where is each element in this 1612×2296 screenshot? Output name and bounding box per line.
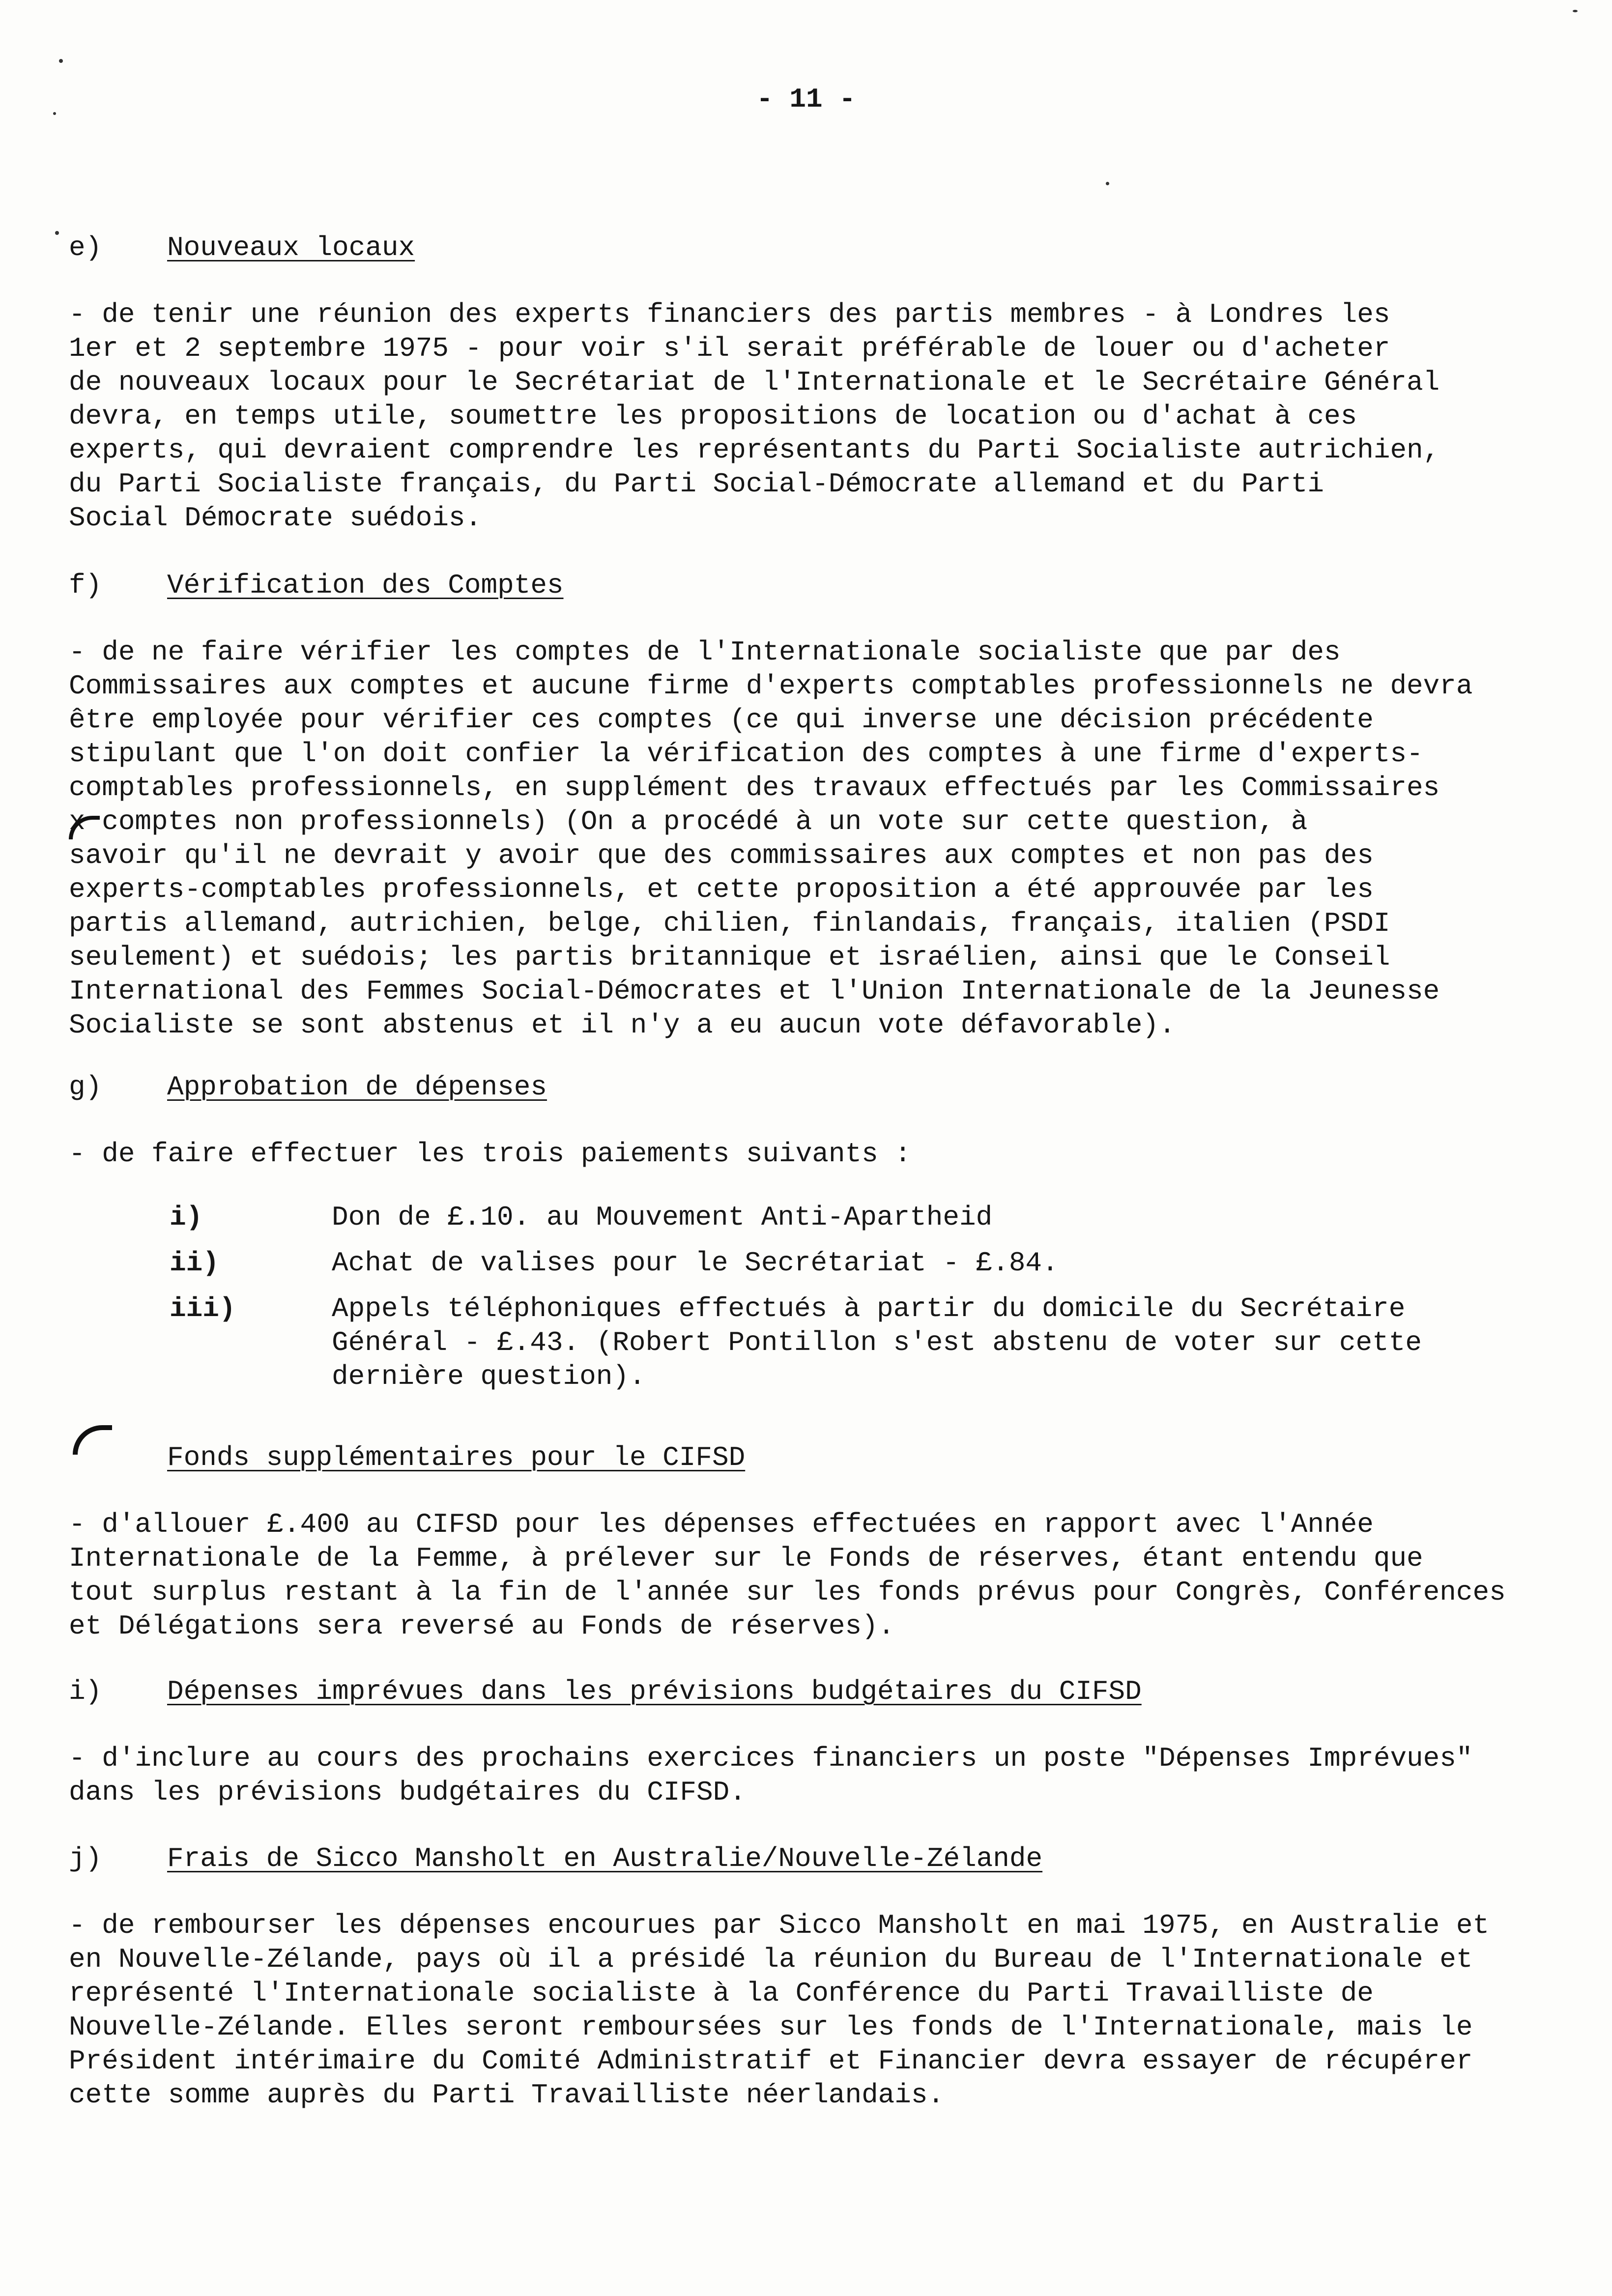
section-body: - d'inclure au cours des prochains exercices financiers un poste "Dépenses Imprévues" dans les prévisions budgétaires du CIFSD. xyxy=(69,1743,1473,1808)
payment-text: Achat de valises pour le Secrétariat - £.84. xyxy=(332,1247,1059,1279)
section-body: - de faire effectuer les trois paiements suivants : xyxy=(69,1138,911,1170)
section-i xyxy=(69,1675,1543,1809)
section-e xyxy=(69,231,1543,535)
section-heading xyxy=(69,1070,1543,1104)
payment-list xyxy=(69,1201,1543,1394)
section-title: Vérification des Comptes xyxy=(167,570,564,601)
section-letter: f) xyxy=(69,570,102,601)
payment-text: Don de £.10. au Mouvement Anti-Apartheid xyxy=(332,1202,993,1233)
section-title: Dépenses imprévues dans les prévisions budgétaires du CIFSD xyxy=(167,1676,1142,1707)
page-number: - 11 - xyxy=(756,84,856,115)
payment-number: i) xyxy=(170,1202,203,1233)
section-heading xyxy=(69,1675,1543,1708)
payment-number: iii) xyxy=(170,1293,236,1324)
scan-speck xyxy=(59,59,63,63)
section-title: Frais de Sicco Mansholt en Australie/Nouvelle-Zélande xyxy=(167,1843,1043,1874)
section-letter: e) xyxy=(69,232,102,263)
payment-item xyxy=(69,1201,1543,1234)
section-h xyxy=(69,1441,1543,1643)
section-j xyxy=(69,1842,1543,2112)
section-heading xyxy=(69,569,1543,602)
section-body: - de ne faire vérifier les comptes de l'Internationale socialiste que par des Commissaires aux comptes et aucune firme d'experts comptables professionnels ne devra être employée pour vérifier ces comptes (ce qui inverse une décision précédente stipulant que l'on doit confier la vérification des comptes à une firme d'experts- comptables professionnels, en supplément des travaux effectués par les Commissaires x comptes non professionnels) (On a procédé à un vote sur cette question, à savoir qu'il ne devrait y avoir que des commissaires aux comptes et non pas des experts-comptables professionnels, et cette proposition a été approuvée par les partis allemand, autrichien, belge, chilien, finlandais, français, italien (PSDI seulement) et suédois; les partis britannique et israélien, ainsi que le Conseil International des Femmes Social-Démocrates et l'Union Internationale de la Jeunesse Socialiste se sont abstenus et il n'y a eu aucun vote défavorable). xyxy=(69,636,1473,1041)
scan-speck xyxy=(1573,10,1578,12)
payment-number: ii) xyxy=(170,1247,219,1279)
payment-text: Appels téléphoniques effectués à partir du domicile du Secrétaire Général - £.43. (Robert Pontillon s'est abstenu de voter sur cette dernière question). xyxy=(332,1293,1422,1392)
section-body: - d'allouer £.400 au CIFSD pour les dépenses effectuées en rapport avec l'Année Internationale de la Femme, à prélever sur le Fonds de réserves, étant entendu que tout surplus restant à la fin de l'année sur les fonds prévus pour Congrès, Conférences et Délégations sera reversé au Fonds de réserves). xyxy=(69,1509,1506,1642)
section-body: - de tenir une réunion des experts financiers des partis membres - à Londres les 1er et 2 septembre 1975 - pour voir s'il serait préférable de louer ou d'acheter de nouveaux locaux pour le Secrétariat de l'Internationale et le Secrétaire Général devra, en temps utile, soumettre les propositions de location ou d'achat à ces experts, qui devraient comprendre les représentants du Parti Socialiste autrichien, du Parti Socialiste français, du Parti Social-Démocrate allemand et du Parti Social Démocrate suédois. xyxy=(69,299,1440,534)
scan-speck xyxy=(55,231,59,235)
scan-speck xyxy=(1106,182,1109,185)
section-heading xyxy=(69,1842,1543,1875)
section-f xyxy=(69,569,1543,1042)
section-letter: i) xyxy=(69,1676,102,1707)
section-title: Approbation de dépenses xyxy=(167,1071,547,1103)
section-heading xyxy=(69,231,1543,264)
section-letter: j) xyxy=(69,1843,102,1874)
section-heading xyxy=(69,1441,1543,1474)
payment-item xyxy=(69,1292,1543,1394)
payment-item xyxy=(69,1246,1543,1280)
section-g xyxy=(69,1070,1543,1406)
section-title: Fonds supplémentaires pour le CIFSD xyxy=(167,1442,746,1473)
section-body: - de rembourser les dépenses encourues par Sicco Mansholt en mai 1975, en Australie et en Nouvelle-Zélande, pays où il a présidé la réunion du Bureau de l'Internationale et représenté l'Internationale socialiste à la Conférence du Parti Travailliste de Nouvelle-Zélande. Elles seront remboursées sur les fonds de l'Internationale, mais le Président intérimaire du Comité Administratif et Financier devra essayer de récupérer cette somme auprès du Parti Travailliste néerlandais. xyxy=(69,1910,1490,2111)
section-title: Nouveaux locaux xyxy=(167,232,415,263)
section-letter: g) xyxy=(69,1071,102,1103)
